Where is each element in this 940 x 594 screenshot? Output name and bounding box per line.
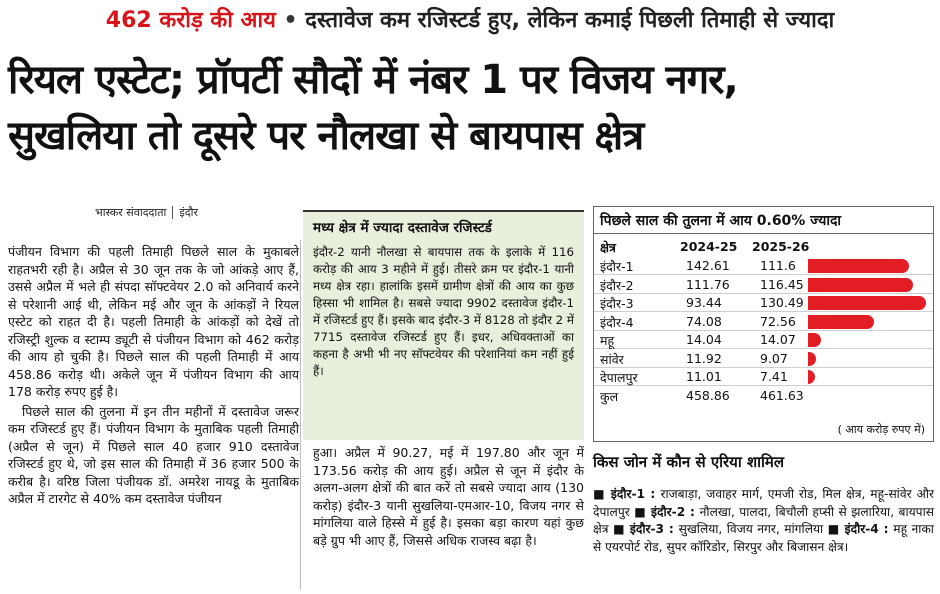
zone-text-1: राजबाड़ा, जवाहर मार्ग, एमजी रोड, मिल क्षेत्र, महू-सांवेर और देपालपुर (593, 487, 934, 519)
chart-header-area: क्षेत्र (600, 240, 616, 255)
chart-bar (808, 259, 909, 273)
chart-row-2025-value: 111.6 (760, 258, 796, 273)
zone-text-2: नौलखा, पालदा, बिचौली हप्सी से झलारिया, बायपास क्षेत्र (593, 504, 934, 536)
chart-row (594, 294, 933, 312)
zone-text-3: सुखलिया, विजय नगर, मांगलिया (678, 522, 824, 536)
article-paragraph-1: पंजीयन विभाग की पहली तिमाही पिछले साल के मुकाबले राहतभरी रही है। अप्रैल से 30 जून तक के जो आंकड़े आए हैं, उससे अप्रैल में भले ही संपदा सॉफ्टवेयर 2.0 को अनिवार्य करने से परेशानी आई थी, लेकिन मई और जून के आंकड़ों ने रियल एस्टेट को राहत दी है। पहली तिमाही के आंकड़ों को देखें तो रजिस्ट्री शुल्क व स्टाम्प ड्यूटी से पंजीयन विभाग को 462 करोड़ की आय हो चुकी है। पिछले साल की पहली तिमाही में आय 458.86 करोड़ थी। अकेले जून में पंजीयन विभाग की आय 178 करोड़ रुपए हुई है। (8, 244, 299, 399)
chart-row-2024-value: 11.01 (686, 369, 722, 384)
zone-section (593, 452, 934, 556)
sidebar-box-title: मध्य क्षेत्र में ज्यादा दस्तावेज रजिस्टर्ड (313, 220, 492, 236)
chart-row-2025-value: 14.07 (760, 332, 796, 347)
sidebar-box-body: इंदौर-2 यानी नौलखा से बायपास तक के इलाके में 116 करोड़ की आय 3 महीने में हुई। तीसरे क्रम पर इंदौर-1 यानी मध्य क्षेत्र रहा। हालांकि इसमें ग्रामीण क्षेत्रों की आय का कुछ हिस्सा भी शामिल है। सबसे ज्यादा 9902 दस्तावेज इंदौर-1 में रजिस्टर्ड हुए हैं। इसके बाद इंदौर-3 में 8128 तो इंदौर 2 में 7715 दस्तावेज रजिस्टर्ड हुए हैं। इधर, अधिवक्ताओं का कहना है अभी भी नए सॉफ्टवेयर की परेशानियां कम नहीं हुई हैं। (313, 245, 574, 378)
chart-title: पिछले साल की तुलना में आय 0.60% ज्यादा (594, 207, 933, 234)
column-divider (300, 240, 301, 590)
chart-row (594, 276, 933, 294)
chart-row (594, 368, 933, 386)
headline (8, 52, 934, 164)
article-column-1 (8, 243, 299, 510)
chart-row-2025-value: 116.45 (760, 276, 804, 292)
kicker-line (0, 4, 940, 34)
zone-title: किस जोन में कौन से एरिया शामिल (593, 453, 785, 471)
chart-row-2025-value: 9.07 (760, 350, 788, 366)
chart-row-area: महू (600, 333, 615, 348)
chart-row-area: इंदौर-4 (600, 314, 634, 330)
byline-city: इंदौर (179, 206, 198, 219)
chart-row-2024-value: 111.76 (686, 276, 730, 292)
chart-bar (808, 352, 816, 366)
byline-reporter: भास्कर संवाददाता (95, 206, 167, 219)
zone-label-3: इंदौर-3 (629, 522, 665, 536)
chart-row (594, 331, 933, 349)
chart-row (594, 387, 933, 405)
kicker-highlight: 462 करोड़ की आय (105, 8, 276, 33)
chart-header-2025: 2025-26 (752, 239, 810, 254)
income-comparison-table (593, 206, 934, 442)
chart-row (594, 257, 933, 275)
chart-row-2024-value: 11.92 (686, 350, 722, 366)
chart-row-2025-value: 72.56 (760, 313, 796, 329)
chart-unit-note: ( आय करोड़ रुपए में) (837, 423, 925, 436)
chart-row-2025-value: 130.49 (760, 295, 804, 310)
byline (95, 205, 198, 220)
chart-row-2024-value: 458.86 (686, 387, 730, 403)
chart-row-area: देपालपुर (600, 370, 638, 385)
chart-bar (808, 333, 821, 347)
chart-header-row (594, 237, 933, 257)
chart-bar (808, 296, 926, 310)
headline-line-1: रियल एस्टेट; प्रॉपर्टी सौदों में नंबर 1 पर विजय नगर, (8, 57, 738, 103)
article-paragraph-2: पिछले साल की तुलना में इन तीन महीनों में दस्तावेज जरूर कम रजिस्टर्ड हुए हैं। पंजीयन विभाग के मुताबिक पहली तिमाही (अप्रैल से जून) में पिछले साल 40 हजार 910 दस्तावेज रजिस्टर्ड हुए थे, जो इस साल की तिमाही में 36 हजार 500 के करीब है। वरिष्ठ जिला पंजीयक डॉ. अमरेश नायडू के मुताबिक अप्रैल में टारगेट से 40% कम दस्तावेज पंजीयन (8, 403, 299, 506)
sidebar-box (303, 210, 584, 440)
chart-row-2024-value: 14.04 (686, 332, 722, 347)
zone-label-1: इंदौर-1 (610, 487, 646, 501)
chart-row-area: इंदौर-1 (600, 259, 634, 274)
chart-row (594, 313, 933, 331)
article-column-2: हुआ। अप्रैल में 90.27, मई में 197.80 और जून में 173.56 करोड़ की आय हुई। अप्रैल से जून में इंदौर के अलग-अलग क्षेत्रों की बात करें तो सबसे ज्यादा आय (130 करोड़) इंदौर-3 यानी सुखलिया-एमआर-10, विजय नगर से मांगलिया वाले हिस्से में हुई है। इसका बड़ा कारण यहां कुछ बड़े ग्रुप भी आए हैं, जिससे अधिक राजस्व बढ़ा है। (313, 445, 584, 548)
chart-row-2024-value: 142.61 (686, 258, 730, 273)
zone-body: ■ इंदौर-1 : राजबाड़ा, जवाहर मार्ग, एमजी रोड, मिल क्षेत्र, महू-सांवेर और देपालपुर ■ इंदौर-2 : नौलखा, पालदा, बिचौली हप्सी से झलारिया, बायपास क्षेत्र ■ इंदौर-3 : सुखलिया, विजय नगर, मांगलिया ■ इंदौर-4 : महू नाका से एयरपोर्ट रोड, सुपर कॉरिडोर, सिरपुर और बिजासन क्षेत्र। (593, 487, 934, 554)
chart-row-2024-value: 74.08 (686, 313, 722, 329)
chart-row-2025-value: 461.63 (760, 387, 804, 403)
chart-row-area: कुल (600, 388, 619, 404)
chart-row-area: सांवेर (600, 351, 624, 367)
chart-header-2024: 2024-25 (680, 239, 738, 254)
zone-text-4: महू नाका से एयरपोर्ट रोड, सुपर कॉरिडोर, सिरपुर और बिजासन क्षेत्र। (593, 522, 934, 554)
kicker-text: दस्तावेज कम रजिस्टर्ड हुए, लेकिन कमाई पिछली तिमाही से ज्यादा (305, 8, 835, 33)
chart-bar (808, 315, 874, 329)
byline-separator (172, 206, 173, 219)
kicker-bullet: • (283, 8, 298, 33)
chart-bar (808, 370, 815, 384)
chart-row-area: इंदौर-3 (600, 296, 634, 311)
chart-bar (808, 278, 913, 292)
zone-label-4: इंदौर-4 (844, 522, 879, 536)
chart-row (594, 350, 933, 368)
chart-row-2024-value: 93.44 (686, 295, 722, 310)
zone-label-2: इंदौर-2 (651, 504, 686, 519)
chart-row-area: इंदौर-2 (600, 277, 634, 293)
headline-line-2: सुखलिया तो दूसरे पर नौलखा से बायपास क्षेत्र (8, 113, 644, 159)
chart-row-2025-value: 7.41 (760, 369, 788, 384)
